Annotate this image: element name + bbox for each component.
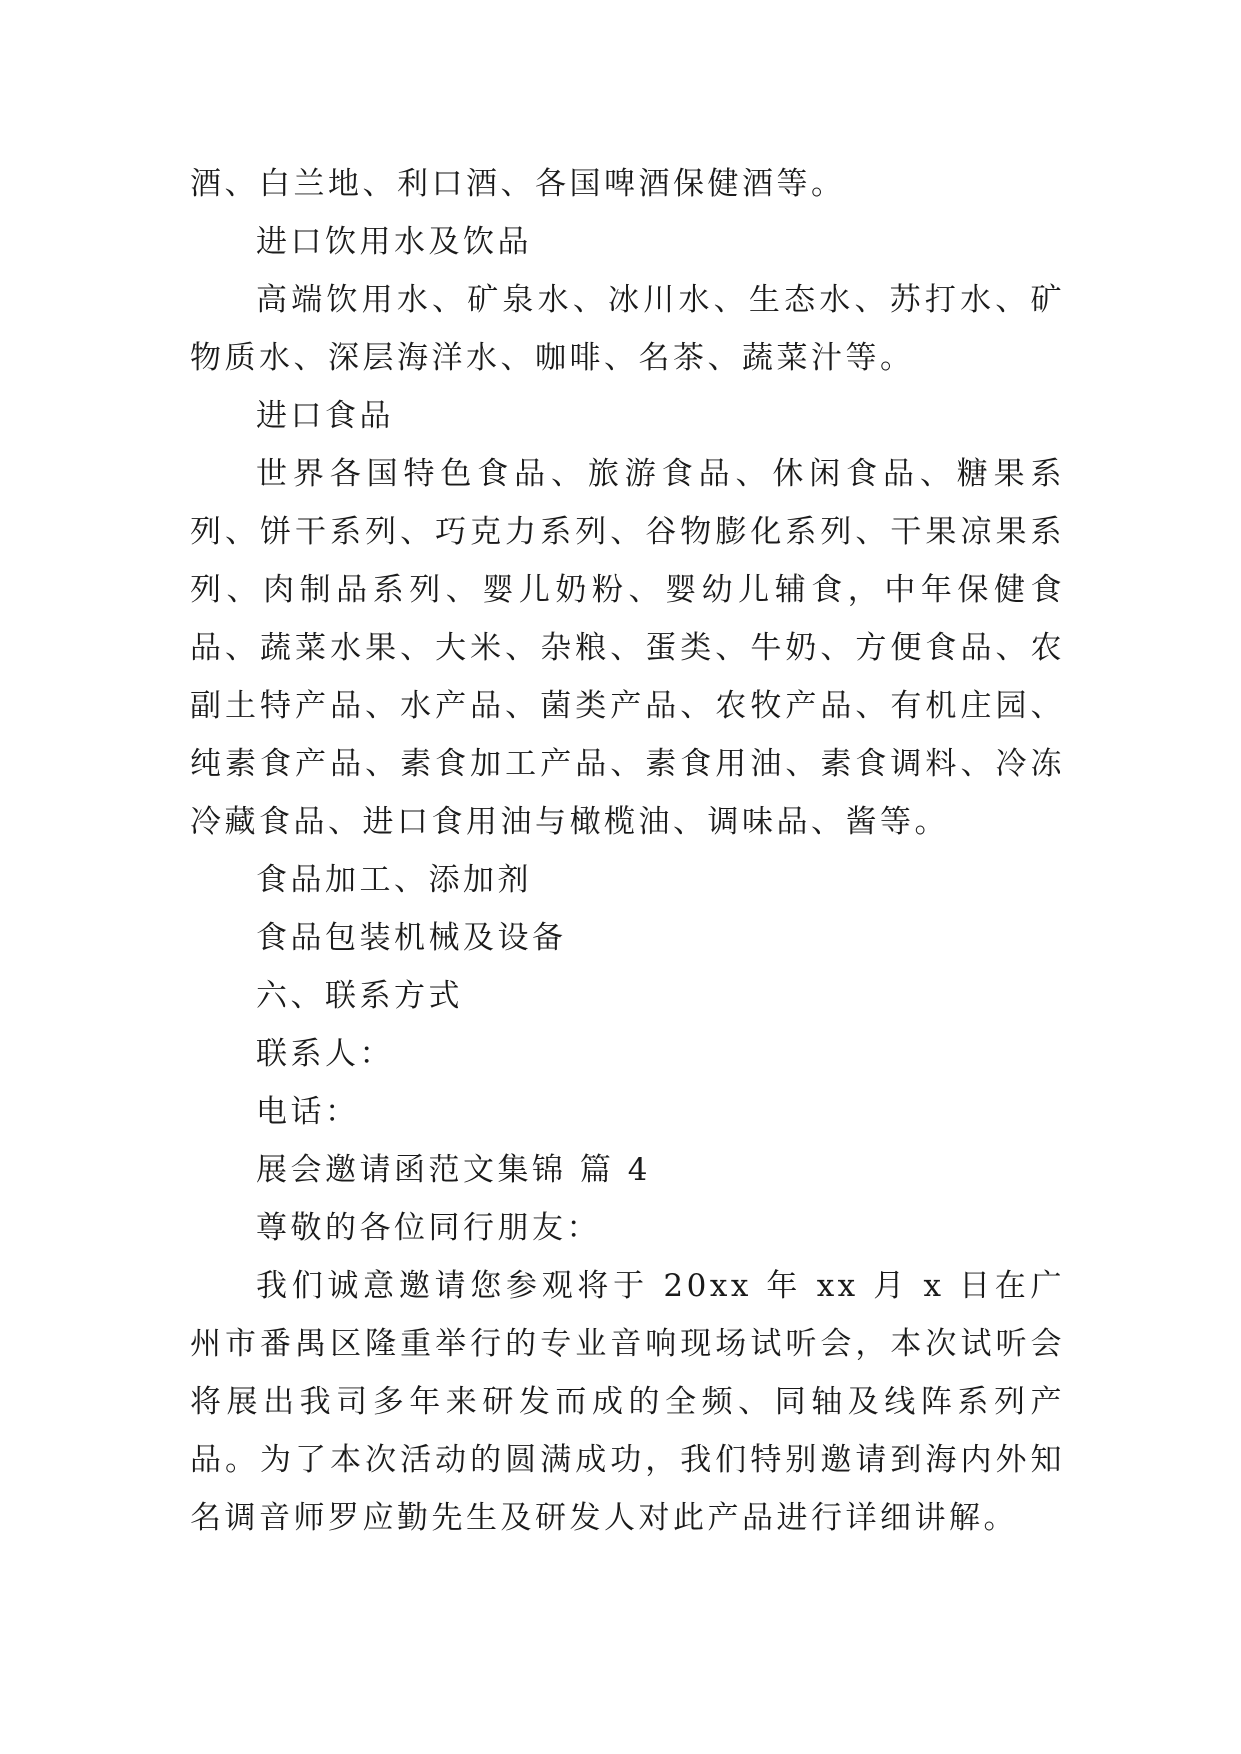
paragraph-invitation-body: 我们诚意邀请您参观将于 20xx 年 xx 月 x 日在广州市番禺区隆重举行的专业音响现场试听会，本次试听会将展出我司多年来研发而成的全频、同轴及线阵系列产品。为了本次活动的圆满成功，我们特别邀请到海内外知名调音师罗应勤先生及研发人对此产品进行详细讲解。 [190, 1268, 1065, 1536]
paragraph-liquor-continued: 酒、白兰地、利口酒、各国啤酒保健酒等。 [190, 166, 846, 202]
contact-person-label: 联系人： [256, 1036, 394, 1072]
document-body [190, 155, 1065, 1547]
paragraph-food-list: 世界各国特色食品、旅游食品、休闲食品、糖果系列、饼干系列、巧克力系列、谷物膨化系列、干果凉果系列、肉制品系列、婴儿奶粉、婴幼儿辅食，中年保健食品、蔬菜水果、大米、杂粮、蛋类、牛奶、方便食品、农副土特产品、水产品、菌类产品、农牧产品、有机庄园、纯素食产品、素食加工产品、素食用油、素食调料、冷冻冷藏食品、进口食用油与橄榄油、调味品、酱等。 [190, 456, 1065, 840]
article-title: 展会邀请函范文集锦 篇 4 [256, 1152, 651, 1188]
heading-packaging-machinery: 食品包装机械及设备 [256, 920, 567, 956]
heading-imported-food: 进口食品 [256, 398, 394, 434]
section-contact-info: 六、联系方式 [256, 978, 463, 1014]
heading-imported-water-beverages: 进口饮用水及饮品 [256, 224, 532, 260]
phone-label: 电话： [256, 1094, 360, 1130]
heading-food-processing: 食品加工、添加剂 [256, 862, 532, 898]
salutation: 尊敬的各位同行朋友： [256, 1210, 601, 1246]
paragraph-water-list: 高端饮用水、矿泉水、冰川水、生态水、苏打水、矿物质水、深层海洋水、咖啡、名茶、蔬菜汁等。 [190, 282, 1065, 376]
